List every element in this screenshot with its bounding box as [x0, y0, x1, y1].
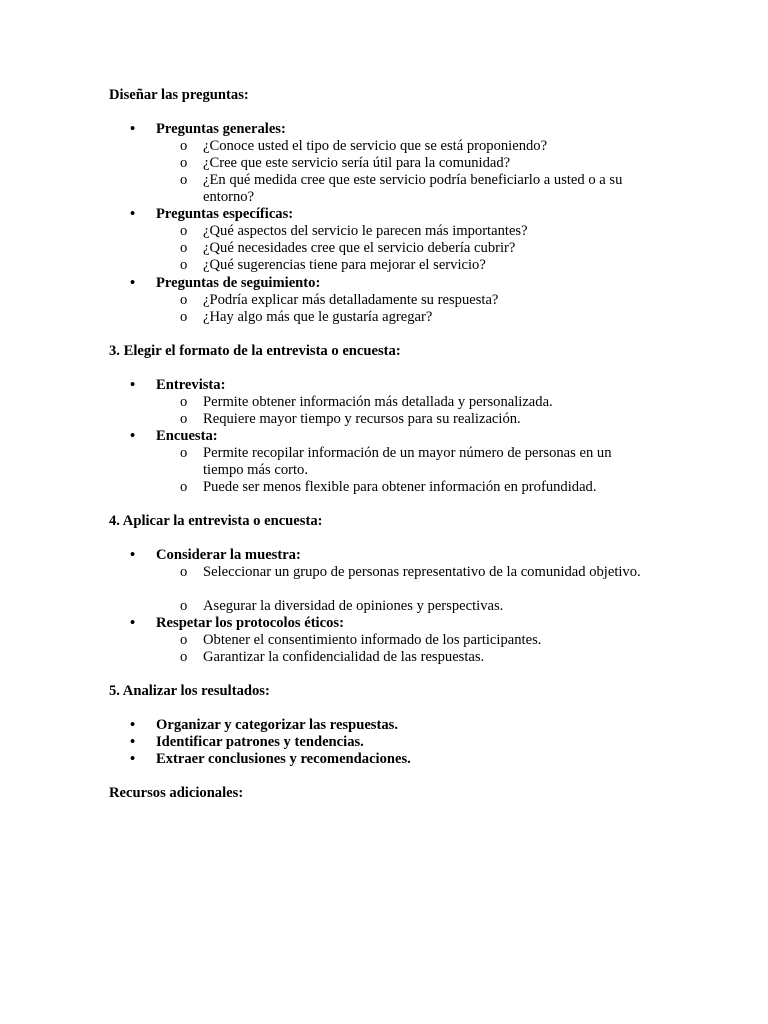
- section-heading: 3. Elegir el formato de la entrevista o encuesta:: [109, 343, 401, 359]
- sub-list-item-text: ¿En qué medida cree que este servicio podría beneficiarlo a usted o a su entorno?: [203, 172, 623, 205]
- list-item-label: Preguntas específicas:: [156, 206, 294, 222]
- sub-list-item-text: Permite recopilar información de un mayor número de personas en un tiempo más corto.: [203, 445, 612, 478]
- circle-bullet-icon: o: [180, 257, 188, 273]
- list-item: [0, 734, 768, 751]
- sub-list-item-text: ¿Qué aspectos del servicio le parecen más importantes?: [203, 223, 528, 239]
- bullet-icon: •: [130, 377, 136, 393]
- circle-bullet-icon: o: [180, 292, 188, 308]
- circle-bullet-icon: o: [180, 394, 188, 410]
- circle-bullet-icon: o: [180, 155, 188, 171]
- list-item: [0, 717, 768, 734]
- sub-list-item-text: ¿Conoce usted el tipo de servicio que se está proponiendo?: [203, 138, 548, 154]
- list-item: [0, 615, 768, 632]
- list-item-label: Preguntas generales:: [156, 121, 286, 137]
- section-heading: Recursos adicionales:: [109, 785, 244, 801]
- circle-bullet-icon: o: [180, 649, 188, 665]
- list-item-label: Considerar la muestra:: [156, 547, 301, 563]
- circle-bullet-icon: o: [180, 172, 188, 188]
- bullet-icon: •: [130, 751, 136, 767]
- list-item-label: Identificar patrones y tendencias.: [156, 734, 364, 750]
- list-item-label: Encuesta:: [156, 428, 218, 444]
- sub-list-item-text: ¿Cree que este servicio sería útil para la comunidad?: [203, 155, 511, 171]
- list-item-label: Organizar y categorizar las respuestas.: [156, 717, 398, 733]
- circle-bullet-icon: o: [180, 411, 188, 427]
- list-item: [0, 275, 768, 292]
- list-item: [0, 206, 768, 223]
- sub-list-item-text: ¿Hay algo más que le gustaría agregar?: [203, 309, 433, 325]
- section-heading: 5. Analizar los resultados:: [109, 683, 270, 699]
- sub-list-item-text: Puede ser menos flexible para obtener información en profundidad.: [203, 479, 597, 495]
- bullet-icon: •: [130, 734, 136, 750]
- bullet-icon: •: [130, 615, 136, 631]
- circle-bullet-icon: o: [180, 223, 188, 239]
- list-item-label: Respetar los protocolos éticos:: [156, 615, 344, 631]
- list-item-label: Preguntas de seguimiento:: [156, 275, 321, 291]
- list-item: [0, 377, 768, 394]
- circle-bullet-icon: o: [180, 632, 188, 648]
- circle-bullet-icon: o: [180, 309, 188, 325]
- bullet-icon: •: [130, 275, 136, 291]
- bullet-icon: •: [130, 547, 136, 563]
- sub-list-item-text: ¿Podría explicar más detalladamente su respuesta?: [203, 292, 499, 308]
- bullet-icon: •: [130, 121, 136, 137]
- circle-bullet-icon: o: [180, 240, 188, 256]
- sub-list-item-text: Requiere mayor tiempo y recursos para su realización.: [203, 411, 521, 427]
- list-item-label: Entrevista:: [156, 377, 226, 393]
- bullet-icon: •: [130, 206, 136, 222]
- list-item: [0, 121, 768, 138]
- bullet-icon: •: [130, 428, 136, 444]
- list-item: [0, 428, 768, 445]
- sub-list-item-text: Garantizar la confidencialidad de las respuestas.: [203, 649, 485, 665]
- section-heading: Diseñar las preguntas:: [109, 87, 249, 103]
- sub-list-item-text: Seleccionar un grupo de personas representativo de la comunidad objetivo.: [203, 564, 641, 580]
- circle-bullet-icon: o: [180, 445, 188, 461]
- sub-list-item-text: ¿Qué necesidades cree que el servicio debería cubrir?: [203, 240, 516, 256]
- sub-list-item-text: Obtener el consentimiento informado de los participantes.: [203, 632, 542, 648]
- circle-bullet-icon: o: [180, 138, 188, 154]
- circle-bullet-icon: o: [180, 598, 188, 614]
- sub-list-item-text: ¿Qué sugerencias tiene para mejorar el servicio?: [203, 257, 486, 273]
- bullet-icon: •: [130, 717, 136, 733]
- list-item: [0, 547, 768, 564]
- sub-list-item-text: Permite obtener información más detallada y personalizada.: [203, 394, 553, 410]
- section-heading: 4. Aplicar la entrevista o encuesta:: [109, 513, 323, 529]
- list-item-label: Extraer conclusiones y recomendaciones.: [156, 751, 411, 767]
- sub-list-item-text: Asegurar la diversidad de opiniones y perspectivas.: [203, 598, 504, 614]
- list-item: [0, 751, 768, 768]
- circle-bullet-icon: o: [180, 479, 188, 495]
- circle-bullet-icon: o: [180, 564, 188, 580]
